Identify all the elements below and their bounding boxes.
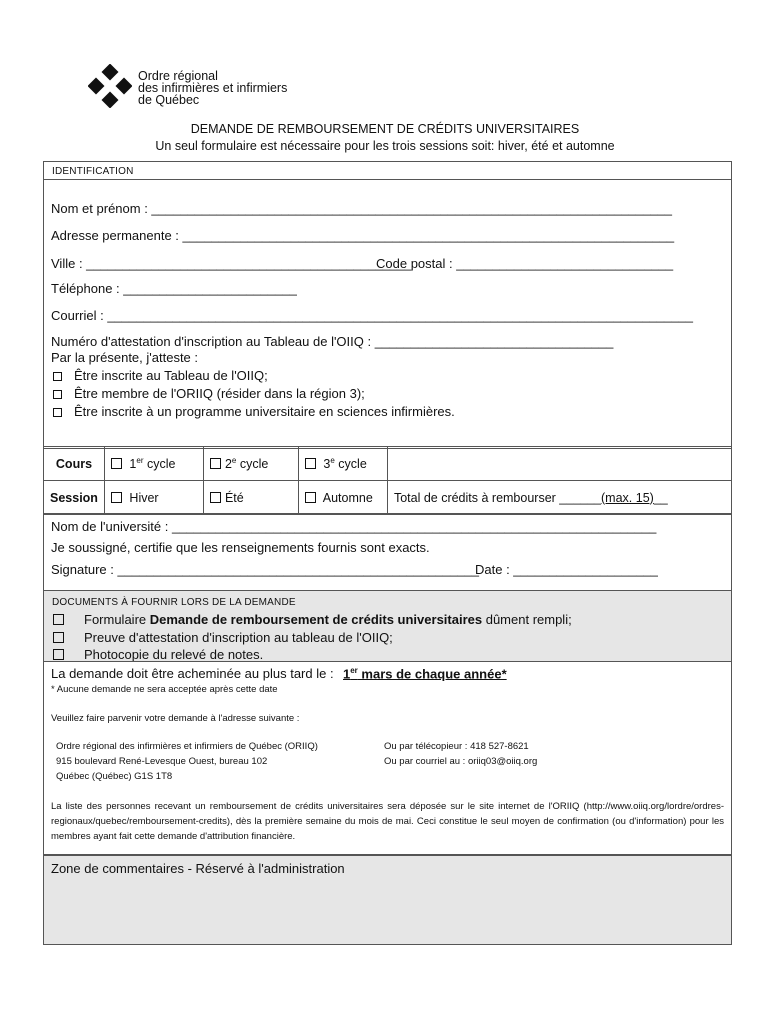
ville-field[interactable]: Ville : _____________________________________________ xyxy=(51,256,412,271)
address-intro: Veuillez faire parvenir votre demande à l'adresse suivante : xyxy=(51,713,300,724)
deadline-note: * Aucune demande ne sera acceptée après cette date xyxy=(51,684,278,695)
deadline-date: 1er mars de chaque année* xyxy=(343,666,507,682)
checkbox-icon[interactable] xyxy=(53,632,64,643)
fax-info: Ou par télécopieur : 418 527-8621 xyxy=(384,741,529,752)
page-subtitle: Un seul formulaire est nécessaire pour les trois sessions soit: hiver, été et automne xyxy=(155,139,615,153)
checkbox-icon[interactable] xyxy=(210,458,221,469)
atteste-item-2[interactable]: Être membre de l'ORIIQ (résider dans la région 3); xyxy=(53,386,365,401)
comments-label: Zone de commentaires - Réservé à l'administration xyxy=(51,861,345,876)
deadline-text: La demande doit être acheminée au plus tard le : xyxy=(51,666,334,681)
total-credits[interactable]: Total de crédits à rembourser ______(max. 15)__ xyxy=(387,481,731,515)
cycle1-option[interactable]: 1er cycle xyxy=(104,447,203,481)
notice-text: La liste des personnes recevant un remboursement de crédits universitaires sera déposée sur le site internet de l'ORIIQ (http://www.oiiq.org/lordre/ordres-regionaux/quebec/remboursement-credits), dès la première semaine du mois de mai. Ceci constitue le seul moyen de confirmation (ou d'information) pour les membres ayant fait cette demande d'attribution financière. xyxy=(51,801,724,842)
telephone-field[interactable]: Téléphone : ________________________ xyxy=(51,281,297,296)
checkbox-icon[interactable] xyxy=(305,492,316,503)
checkbox-icon[interactable] xyxy=(53,649,64,660)
checkbox-icon[interactable] xyxy=(210,492,221,503)
checkbox-icon[interactable] xyxy=(53,408,62,417)
checkbox-icon[interactable] xyxy=(53,614,64,625)
adresse-field[interactable]: Adresse permanente : ____________________________________________________________________ xyxy=(51,228,675,243)
cycle3-option[interactable]: 3e cycle xyxy=(298,447,387,481)
universite-field[interactable]: Nom de l'université : ___________________________________________________________________ xyxy=(51,519,657,534)
address-line-2: 915 boulevard René-Levesque Ouest, bureau 102 xyxy=(56,756,268,767)
checkbox-icon[interactable] xyxy=(111,492,122,503)
cours-empty xyxy=(387,447,731,481)
address-line-3: Québec (Québec) G1S 1T8 xyxy=(56,771,173,782)
session-label: Session xyxy=(44,481,105,515)
courriel-field[interactable]: Courriel : _________________________________________________________________________________ xyxy=(51,308,693,323)
cours-label: Cours xyxy=(44,447,105,481)
cours-session-grid xyxy=(43,446,732,515)
org-name-line1: Ordre régional xyxy=(138,69,218,83)
document-item-1[interactable]: Formulaire Demande de remboursement de crédits universitaires dûment rempli; xyxy=(53,612,572,627)
attestation-field[interactable]: Numéro d'attestation d'inscription au Tableau de l'OIIQ : _________________________________ xyxy=(51,334,614,349)
org-logo xyxy=(88,64,132,108)
identification-header xyxy=(43,161,732,180)
signature-field[interactable]: Signature : __________________________________________________ xyxy=(51,562,479,577)
documents-label: DOCUMENTS À FOURNIR LORS DE LA DEMANDE xyxy=(52,597,296,608)
org-name xyxy=(138,70,287,106)
nom-field[interactable]: Nom et prénom : ________________________________________________________________________ xyxy=(51,201,672,216)
document-item-3[interactable]: Photocopie du relevé de notes. xyxy=(53,647,263,662)
identification-label: IDENTIFICATION xyxy=(52,166,134,177)
date-field[interactable]: Date : ____________________ xyxy=(475,562,658,577)
atteste-item-1[interactable]: Être inscrite au Tableau de l'OIIQ; xyxy=(53,368,268,383)
atteste-intro: Par la présente, j'atteste : xyxy=(51,350,199,365)
ete-option[interactable]: Été xyxy=(203,481,298,515)
document-item-2[interactable]: Preuve d'attestation d'inscription au tableau de l'OIIQ; xyxy=(53,630,393,645)
checkbox-icon[interactable] xyxy=(53,390,62,399)
org-name-line2: des infirmières et infirmiers xyxy=(138,81,288,95)
address-line-1: Ordre régional des infirmières et infirmiers de Québec (ORIIQ) xyxy=(56,741,318,752)
certification-text: Je soussigné, certifie que les renseignements fournis sont exacts. xyxy=(51,540,430,555)
checkbox-icon[interactable] xyxy=(111,458,122,469)
cycle2-option[interactable]: 2e cycle xyxy=(203,447,298,481)
atteste-item-3[interactable]: Être inscrite à un programme universitaire en sciences infirmières. xyxy=(53,404,455,419)
code-postal-field[interactable]: Code postal : ______________________________ xyxy=(376,256,674,271)
email-info: Ou par courriel au : oriiq03@oiiq.org xyxy=(384,756,538,767)
checkbox-icon[interactable] xyxy=(53,372,62,381)
hiver-option[interactable]: Hiver xyxy=(104,481,203,515)
page-title: DEMANDE DE REMBOURSEMENT DE CRÉDITS UNIVERSITAIRES xyxy=(190,122,580,136)
checkbox-icon[interactable] xyxy=(305,458,316,469)
logo-icon xyxy=(88,64,132,108)
automne-option[interactable]: Automne xyxy=(298,481,387,515)
org-name-line3: de Québec xyxy=(138,93,200,107)
